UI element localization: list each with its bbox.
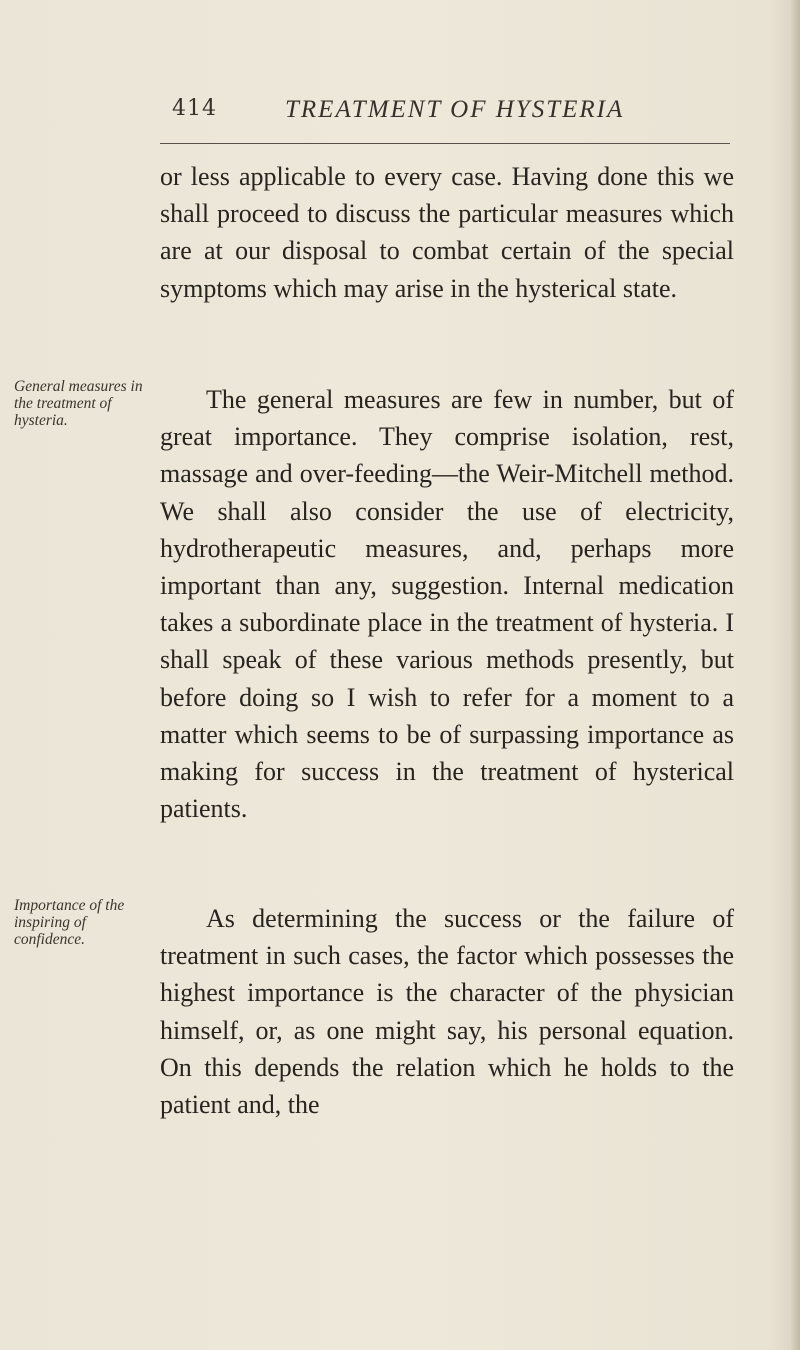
- running-title: TREATMENT OF HYSTERIA: [285, 96, 625, 123]
- page-edge-shadow: [790, 0, 800, 1350]
- body-paragraph: As determining the success or the failure of treatment in such cases, the factor which possesses the highest importance is the character of the physician himself, or, as one might say, his personal equation. On this depends the relation which he holds to the patient and, the: [160, 904, 734, 1120]
- body-paragraph: The general measures are few in number, but of great importance. They comprise isolation, rest, massage and over-feeding—the Weir-Mitchell method. We shall also consider the use of electricity, hydrotherapeutic measures, and, perhaps more important than any, suggestion. Internal medication takes a subordinate place in the treatment of hysteria. I shall speak of these various methods presently, but before doing so I wish to refer for a moment to a matter which seems to be of surpassing importance as making for success in the treatment of hysterical patients.: [160, 385, 734, 824]
- header-rule: [160, 143, 730, 144]
- page-number: 414: [172, 96, 217, 121]
- running-head: [0, 96, 800, 132]
- margin-note-importance-of-confidence: Importance of the inspiring of confidence.: [14, 897, 125, 948]
- margin-note-general-measures: General measures in the treatment of hysteria.: [14, 378, 143, 429]
- body-paragraph: or less applicable to every case. Having done this we shall proceed to discuss the particular measures which are at our disposal to combat certain of the special symptoms which may arise in the hysterical state.: [160, 162, 734, 303]
